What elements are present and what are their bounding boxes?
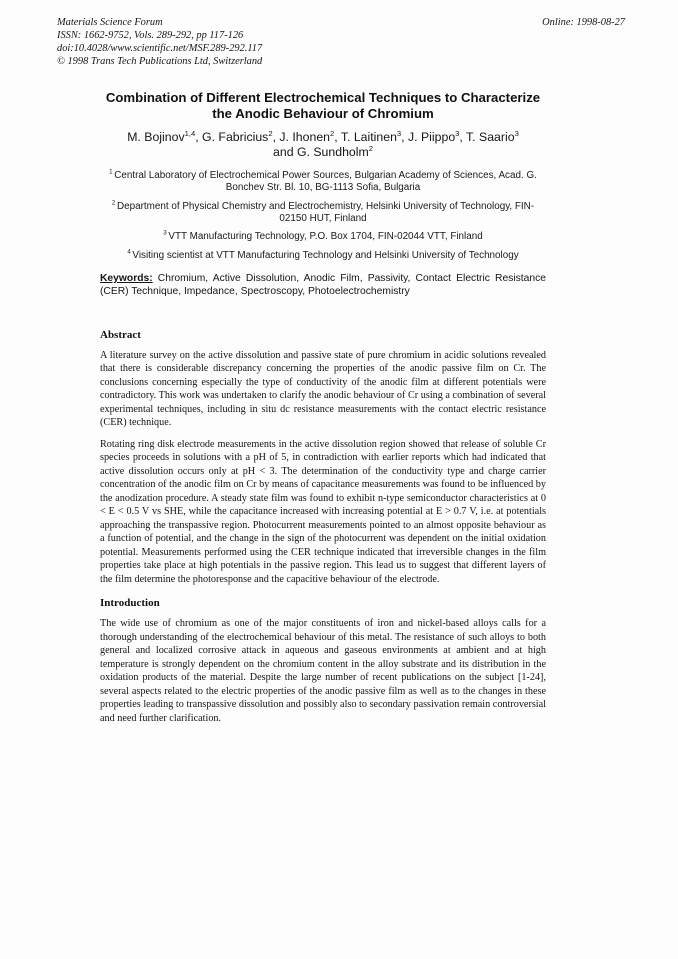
journal-name: Materials Science Forum — [57, 17, 163, 28]
introduction-paragraph: The wide use of chromium as one of the major constituents of iron and nickel-based alloys calls for a thorough understanding of the electrochemical behaviour of this metal. The resistance of such alloys to both general and localized corrosive attack in aqueous and gaseous environments at ambient and at high temperature is strongly dependent on the chromium content in the alloy substrate and its distribution in the oxidation products of the material. Despite the large number of recent publications on the subject [1-24], several aspects related to the electric properties of the anodic passive film as well as to the changes in these properties leading to transpassive dissolution and possibly also to secondary passivation remain controversial and need further clarification. — [100, 618, 546, 724]
affiliation: $^3$ VTT Manufacturing Technology, P.O. Box 1704, FIN-02044 VTT, Finland — [163, 230, 483, 243]
paper-title — [100, 90, 546, 121]
author-affiliation-ref: 1,4 — [184, 128, 196, 138]
author-affiliation-ref: 3 — [396, 128, 402, 138]
author: J. Ihonen$^2$ — [279, 128, 335, 144]
copyright-line: © 1998 Trans Tech Publications Ltd, Switzerland — [57, 56, 263, 67]
keywords-paragraph — [100, 273, 546, 299]
author-affiliation-ref: 2 — [268, 128, 273, 138]
author-affiliation-ref: 2 — [368, 143, 373, 153]
paper-title-line-2: the Anodic Behaviour of Chromium — [212, 105, 434, 121]
affiliation: $^4$ Visiting scientist at VTT Manufacturing Technology and Helsinki University of Technology — [127, 248, 519, 261]
author: G. Fabricius$^2$ — [202, 128, 273, 144]
affiliations — [100, 170, 546, 262]
paper-title-line-1: Combination of Different Electrochemical Techniques to Characterize — [105, 90, 541, 105]
affiliation: $^1$ Central Laboratory of Electrochemical Power Sources, Bulgarian Academy of Sciences, Acad. G. Bonchev Str. Bl. 10, BG-1113 Sofia, Bulgaria — [109, 168, 537, 194]
introduction-heading: Introduction — [100, 597, 160, 610]
publisher-info — [57, 16, 262, 68]
keywords-text: Chromium, Active Dissolution, Anodic Film, Passivity, Contact Electric Resistance (CER) Technique, Impedance, Spectroscopy, Photoelectrochemistry — [100, 273, 546, 298]
author: T. Saario$^3$ — [466, 128, 519, 144]
online-date: Online: 1998-08-27 — [542, 17, 625, 28]
author: G. Sundholm$^2$ — [296, 143, 373, 159]
affiliation: $^2$ Department of Physical Chemistry and Electrochemistry, Helsinki University of Technology, FIN-02150 HUT, Finland — [111, 199, 535, 225]
paper-content — [100, 90, 546, 725]
affiliation-number: 4 — [127, 248, 133, 256]
keywords-label: Keywords: — [100, 273, 153, 285]
author-affiliation-ref: 2 — [330, 128, 335, 138]
author-affiliation-ref: 3 — [455, 128, 460, 138]
authors-line: M. Bojinov$^{1,4}$, G. Fabricius$^2$, J. Ihonen$^2$, T. Laitinen$^3$, J. Piippo$^3$, T. Saario$^3$ and G. Sundholm$^2$ — [127, 128, 519, 159]
affiliation-number: 1 — [109, 168, 115, 176]
author: J. Piippo$^3$ — [408, 128, 460, 144]
author-affiliation-ref: 3 — [514, 128, 519, 138]
abstract-paragraph-1: A literature survey on the active dissolution and passive state of pure chromium in acidic solutions revealed that there is considerable discrepancy concerning the properties of the anodic passive film on Cr. The conclusions concerning especially the type of conductivity of the anodic film at different potentials were contradictory. This work was undertaken to clarify the anodic behaviour of Cr using a combination of several experimental techniques, including in situ dc resistance measurements with the contact electric resistance (CER) technique. — [100, 349, 546, 429]
author: M. Bojinov$^{1,4}$ — [127, 128, 196, 144]
publisher-header — [57, 16, 625, 68]
issn-line: ISSN: 1662-9752, Vols. 289-292, pp 117-126 — [57, 30, 244, 41]
affiliation-number: 3 — [163, 230, 169, 238]
abstract-paragraph-2: Rotating ring disk electrode measurements in the active dissolution region showed that release of soluble Cr species proceeds in solutions with a pH of 5, in contradiction with earlier reports which had indicated that active dissolution occurs only at pH < 3. The determination of the conductivity type and charge carrier concentration of the anodic film on Cr by means of capacitance measurements was found to be influenced by the anodization procedure. A steady state film was found to exhibit n-type semiconductor characteristics at 0 < E < 0.5 V vs SHE, while the capacitance increased with increasing potential at E > 0.7 V, i.e. at potentials approaching the transpassive region. Photocurrent measurements pointed to an almost opposite behaviour as a function of potential, and the change in the sign of the photocurrent was dependent on the initial oxidation potential. Measurements performed using the CER technique indicated that irreversible changes in the film properties take place at high potentials in the passive region. This lead us to suggest that different layers of the film determine the photoresponse and the capacitive behaviour of the electrode. — [100, 438, 546, 585]
author: T. Laitinen$^3$ — [340, 128, 402, 144]
doi-line: doi:10.4028/www.scientific.net/MSF.289-292.117 — [57, 43, 263, 54]
affiliation-number: 2 — [111, 199, 117, 207]
abstract-heading: Abstract — [100, 328, 141, 341]
